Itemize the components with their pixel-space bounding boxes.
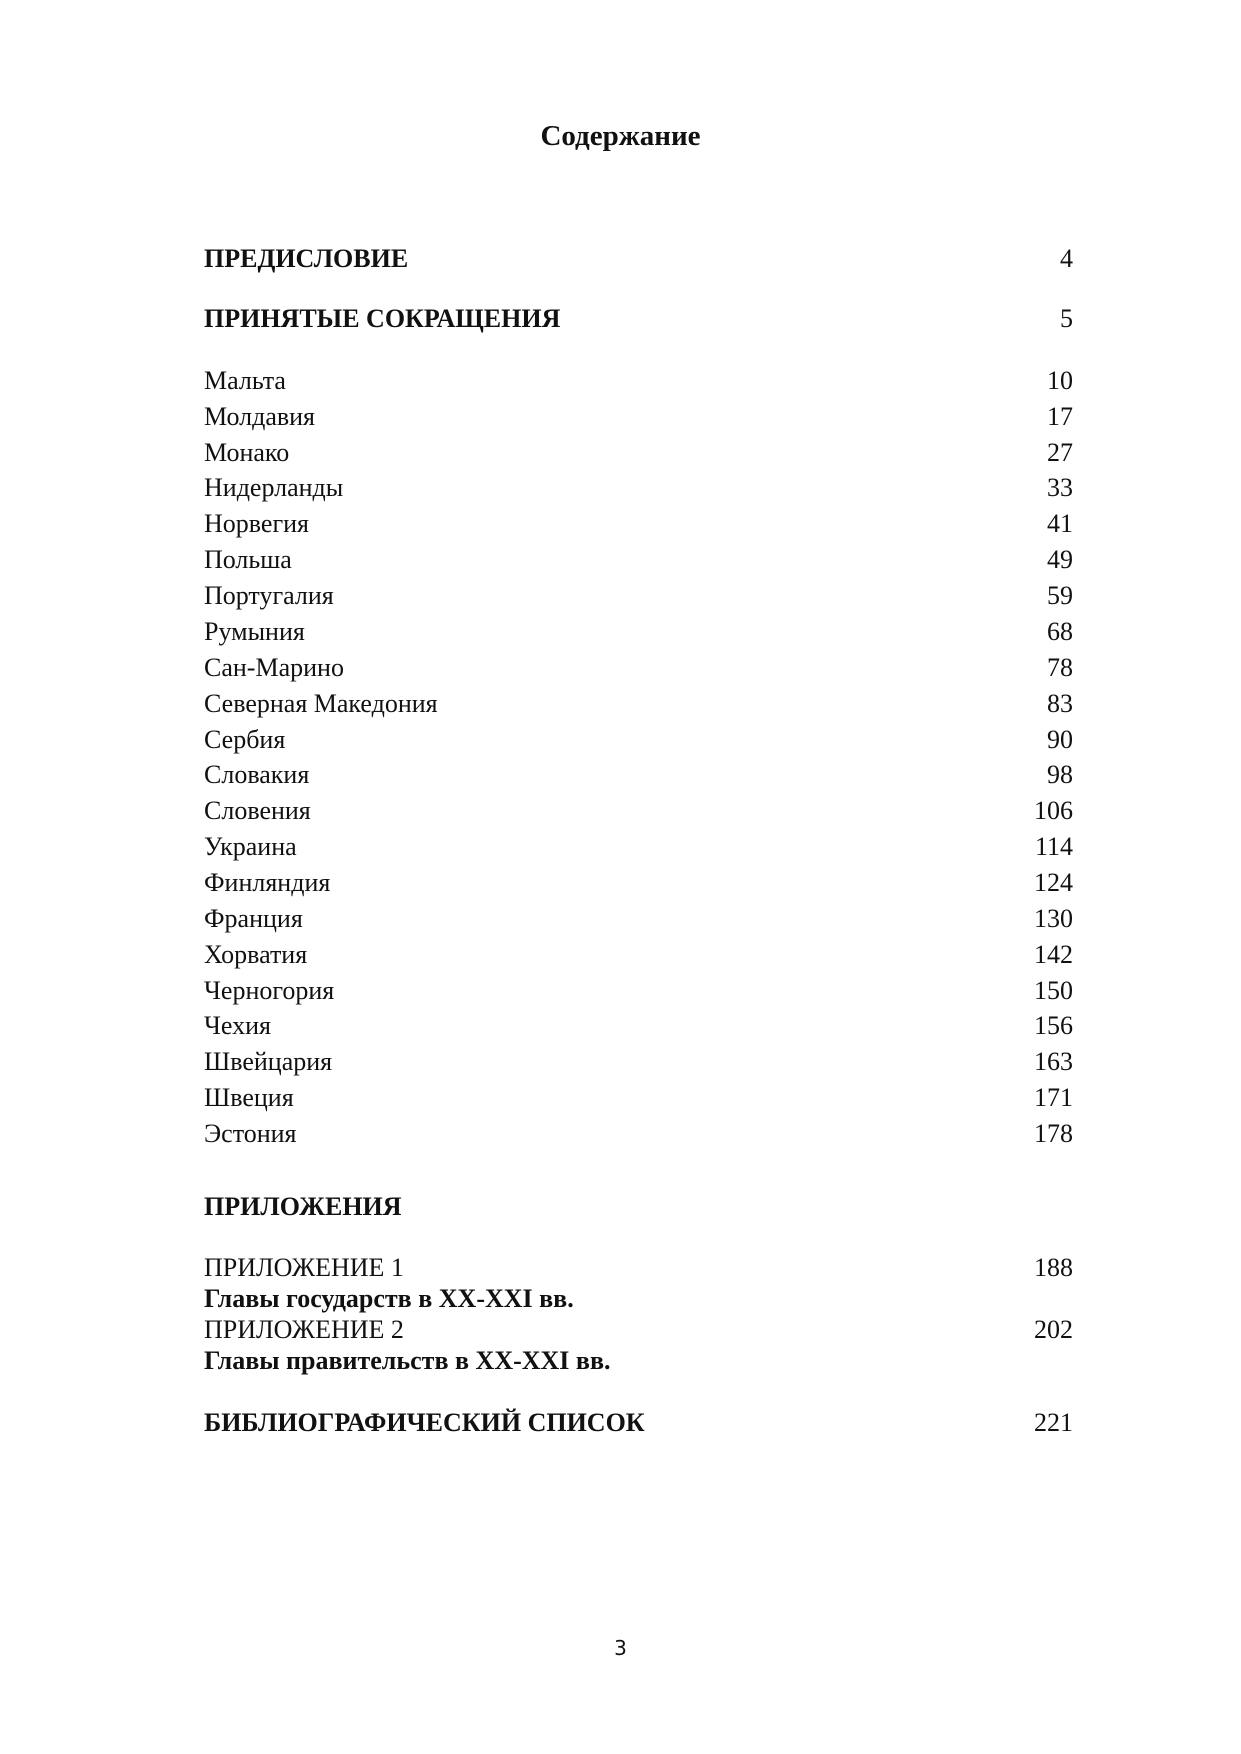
toc-entry-page: 17 (1047, 402, 1073, 431)
toc-entry-label: Молдавия (204, 402, 316, 431)
toc-entry-label: Франция (204, 904, 303, 933)
toc-entry-label: Чехия (204, 1011, 271, 1040)
toc-entry-country (204, 1044, 1073, 1080)
toc-entry-page: 4 (1060, 244, 1073, 273)
toc-entry-label: Польша (204, 545, 292, 574)
toc-entry-country (204, 399, 1073, 435)
toc-entry-country (204, 937, 1073, 973)
toc-entry-label: Словакия (204, 760, 310, 789)
toc-entry-page: 114 (1034, 832, 1073, 861)
toc-entry-country (204, 506, 1073, 542)
toc-entry-page: 78 (1047, 653, 1073, 682)
toc-entry-country (204, 1008, 1073, 1044)
toc-entry-page: 90 (1047, 725, 1073, 754)
toc-entry-page: 142 (1034, 940, 1073, 969)
toc-entry-label: Словения (204, 796, 311, 825)
appendix-subtitle: Главы правительств в XX-XXI вв. (204, 1346, 611, 1375)
toc-entry-label: Швейцария (204, 1047, 333, 1076)
toc-entry-label: БИБЛИОГРАФИЧЕСКИЙ СПИСОК (204, 1408, 645, 1437)
toc-entry-label: Хорватия (204, 940, 308, 969)
toc-entry-page: 10 (1047, 366, 1073, 395)
toc-entry-label: ПРЕДИСЛОВИЕ (204, 244, 409, 273)
page-title: Содержание (540, 120, 701, 152)
toc-entry-page: 59 (1047, 581, 1073, 610)
toc-entry-label: Нидерланды (204, 473, 344, 502)
toc-entry-country (204, 829, 1073, 865)
toc-entry-page: 33 (1047, 473, 1073, 502)
toc-entry-page: 106 (1034, 796, 1073, 825)
page-number: 3 (614, 1636, 627, 1660)
toc-entry-country (204, 793, 1073, 829)
toc-entry-page: 49 (1047, 545, 1073, 574)
toc-entry-abbreviations (204, 301, 1073, 337)
toc-entry-country (204, 1080, 1073, 1116)
toc-entry-label: Сербия (204, 725, 286, 754)
toc-entry-page: 83 (1047, 689, 1073, 718)
toc-entry-label: ПРИЛОЖЕНИЕ 1 (204, 1253, 404, 1282)
toc-entry-country (204, 470, 1073, 506)
toc-entry-bibliography (204, 1405, 1073, 1441)
section-heading: ПРИЛОЖЕНИЯ (204, 1192, 402, 1221)
toc-section-appendices (204, 1189, 1073, 1225)
toc-entry-country (204, 973, 1073, 1009)
toc-entry-page: 68 (1047, 617, 1073, 646)
toc-entry-country (204, 1116, 1073, 1152)
toc-entry-label: ПРИЛОЖЕНИЕ 2 (204, 1315, 404, 1344)
toc-entry-page: 221 (1034, 1408, 1073, 1437)
toc-entry-country (204, 757, 1073, 793)
toc-entry-page: 124 (1034, 868, 1073, 897)
toc-entry-page: 27 (1047, 438, 1073, 467)
toc-entry-label: Швеция (204, 1083, 294, 1112)
toc-entry-country (204, 865, 1073, 901)
toc-entry-page: 202 (1034, 1315, 1073, 1344)
toc-entry-label: Эстония (204, 1119, 297, 1148)
toc-entry-label: Черногория (204, 976, 335, 1005)
toc-entry-country (204, 686, 1073, 722)
toc-entry-page: 156 (1034, 1011, 1073, 1040)
toc-entry-page: 98 (1047, 760, 1073, 789)
toc-entry-country (204, 578, 1073, 614)
toc-entry-label: Монако (204, 438, 290, 467)
appendix-subtitle: Главы государств в XX-XXI вв. (204, 1284, 574, 1313)
toc-entry-label: Португалия (204, 581, 334, 610)
toc-entry-label: ПРИНЯТЫЕ СОКРАЩЕНИЯ (204, 304, 561, 333)
toc-entry-country (204, 435, 1073, 471)
toc-entry-page: 163 (1034, 1047, 1073, 1076)
toc-entry-label: Румыния (204, 617, 305, 646)
toc-entry-page: 130 (1034, 904, 1073, 933)
toc-entry-label: Украина (204, 832, 297, 861)
toc-entry-country (204, 542, 1073, 578)
toc-entry-page: 5 (1060, 304, 1073, 333)
toc-entry-country (204, 901, 1073, 937)
toc-entry-preface (204, 241, 1073, 277)
toc-entry-page: 178 (1034, 1119, 1073, 1148)
toc-entry-label: Финляндия (204, 868, 331, 897)
toc-entry-page: 188 (1034, 1253, 1073, 1282)
toc-entry-page: 171 (1034, 1083, 1073, 1112)
toc-entry-label: Сан-Марино (204, 653, 344, 682)
toc-entry-country (204, 614, 1073, 650)
toc-entry-label: Северная Македония (204, 689, 438, 718)
toc-entry-page: 150 (1034, 976, 1073, 1005)
toc-entry-country (204, 722, 1073, 758)
toc-entry-country (204, 363, 1073, 399)
toc-entry-country (204, 650, 1073, 686)
toc-entry-page: 41 (1047, 509, 1073, 538)
toc-entry-label: Норвегия (204, 509, 309, 538)
toc-entry-label: Мальта (204, 366, 286, 395)
